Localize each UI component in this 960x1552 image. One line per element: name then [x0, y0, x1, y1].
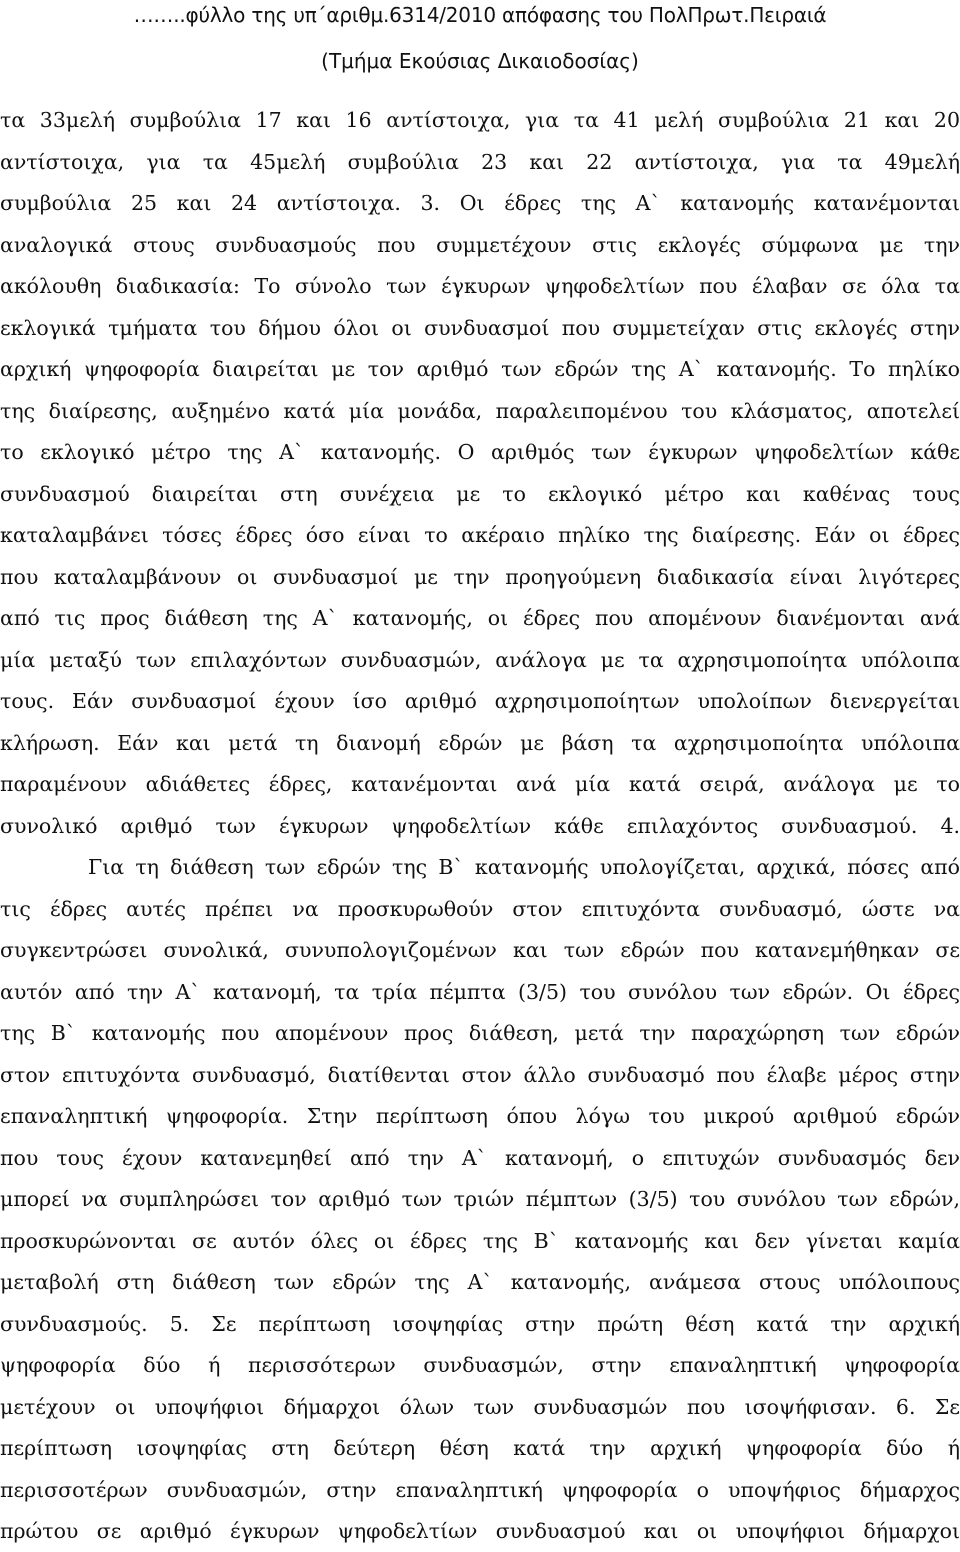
- text-line: αρχική ψηφοφορία διαιρείται με τον αριθμό των εδρών της Α` κατανομής. Το πηλίκο: [0, 357, 960, 381]
- text-line: κλήρωση. Εάν και μετά τη διανομή εδρών με βάση τα αχρησιμοποίητα υπόλοιπα: [0, 730, 960, 755]
- text-line: στον επιτυχόντα συνδυασμό, διατίθενται στον άλλο συνδυασμό που έλαβε μέρος στην: [0, 1062, 960, 1087]
- text-line: τα 33μελή συμβούλια 17 και 16 αντίστοιχα, για τα 41 μελή συμβούλια 21 και 20: [0, 108, 960, 132]
- text-line: ακόλουθη διαδικασία: Το σύνολο των έγκυρων ψηφοδελτίων που έλαβαν σε όλα τα: [0, 274, 960, 298]
- text-line: το εκλογικό μέτρο της Α` κατανομής. Ο αριθμός των έγκυρων ψηφοδελτίων κάθε: [0, 440, 960, 464]
- text-line: συγκεντρώσει συνολικά, συνυπολογιζομένων και των εδρών που κατανεμήθηκαν σε: [0, 938, 960, 962]
- text-line: αντίστοιχα, για τα 45μελή συμβούλια 23 και 22 αντίστοιχα, για τα 49μελή: [0, 149, 960, 174]
- text-line: προσκυρώνονται σε αυτόν όλες οι έδρες της Β` κατανομής και δεν γίνεται καμία: [0, 1228, 960, 1253]
- text-line: [0, 847, 960, 888]
- text-line: συνολικό αριθμό των έγκυρων ψηφοδελτίων κάθε επιλαχόντος συνδυασμού. 4.: [0, 813, 960, 838]
- text-line: επαναληπτική ψηφοφορία. Στην περίπτωση όπου λόγω του μικρού αριθμού εδρών: [0, 1104, 960, 1128]
- text-line: πρώτου σε αριθμό έγκυρων ψηφοδελτίων συνδυασμού και οι υποψήφιοι δήμαρχοι: [0, 1519, 960, 1543]
- text-line: συνδυασμού διαιρείται στη συνέχεια με το εκλογικό μέτρο και καθένας τους: [0, 481, 960, 506]
- text-line: από τις προς διάθεση της Α` κατανομής, οι έδρες που απομένουν διανέμονται ανά: [0, 606, 960, 630]
- text-line: ψηφοφορία δύο ή περισσότερων συνδυασμών, στην επαναληπτική ψηφοφορία: [0, 1353, 960, 1377]
- text-line: καταλαμβάνει τόσες έδρες όσο είναι το ακέραιο πηλίκο της διαίρεσης. Εάν οι έδρες: [0, 523, 960, 547]
- text-line: συνδυασμούς. 5. Σε περίπτωση ισοψηφίας στην πρώτη θέση κατά την αρχική: [0, 1311, 960, 1336]
- text-line: τους. Εάν συνδυασμοί έχουν ίσο αριθμό αχρησιμοποίητων υπολοίπων διενεργείται: [0, 689, 960, 713]
- text-line: αυτόν από την Α` κατανομή, τα τρία πέμπτα (3/5) του συνόλου των εδρών. Οι έδρες: [0, 979, 960, 1004]
- text-line: συμβούλια 25 και 24 αντίστοιχα. 3. Οι έδρες της Α` κατανομής κατανέμονται: [0, 191, 960, 215]
- text-line: περίπτωση ισοψηφίας στη δεύτερη θέση κατά την αρχική ψηφοφορία δύο ή: [0, 1436, 960, 1460]
- text-line: που καταλαμβάνουν οι συνδυασμοί με την προηγούμενη διαδικασία είναι λιγότερες: [0, 564, 960, 589]
- text-line: εκλογικά τμήματα του δήμου όλοι οι συνδυασμοί που συμμετείχαν στις εκλογές στην: [0, 315, 960, 340]
- text-line: παραμένουν αδιάθετες έδρες, κατανέμονται ανά μία κατά σειρά, ανάλογα με το: [0, 772, 960, 796]
- text-line: μεταβολή στη διάθεση των εδρών της Α` κατανομής, ανάμεσα στους υπόλοιπους: [0, 1270, 960, 1294]
- text-line: μία μεταξύ των επιλαχόντων συνδυασμών, ανάλογα με τα αχρησιμοποίητα υπόλοιπα: [0, 647, 960, 672]
- text-line: της διαίρεσης, αυξημένο κατά μία μονάδα, παραλειπομένου του κλάσματος, αποτελεί: [0, 398, 960, 423]
- text-line: της Β` κατανομής που απομένουν προς διάθεση, μετά την παραχώρηση των εδρών: [0, 1021, 960, 1045]
- text-line: τις έδρες αυτές πρέπει να προσκυρωθούν στον επιτυχόντα συνδυασμό, ώστε να: [0, 896, 960, 921]
- text-line: αναλογικά στους συνδυασμούς που συμμετέχουν στις εκλογές σύμφωνα με την: [0, 232, 960, 257]
- text-line: που τους έχουν κατανεμηθεί από την Α` κατανομή, ο επιτυχών συνδυασμός δεν: [0, 1145, 960, 1170]
- header-subtitle: (Τμήμα Εκούσιας Δικαιοδοσίας): [321, 49, 639, 73]
- text-line: μετέχουν οι υποψήφιοι δήμαρχοι όλων των συνδυασμών που ισοψήφισαν. 6. Σε: [0, 1394, 960, 1419]
- text-line: μπορεί να συμπληρώσει τον αριθμό των τριών πέμπτων (3/5) του συνόλου των εδρών,: [0, 1187, 960, 1211]
- text-line: περισσοτέρων συνδυασμών, στην επαναληπτική ψηφοφορία ο υποψήφιος δήμαρχος: [0, 1477, 960, 1502]
- header-title: ……..φύλλο της υπ΄αριθμ.6314/2010 απόφασης του ΠολΠρωτ.Πειραιά: [133, 3, 827, 27]
- line-text: Για τη διάθεση των εδρών της Β` κατανομής υπολογίζεται, αρχικά, πόσες από: [88, 855, 960, 879]
